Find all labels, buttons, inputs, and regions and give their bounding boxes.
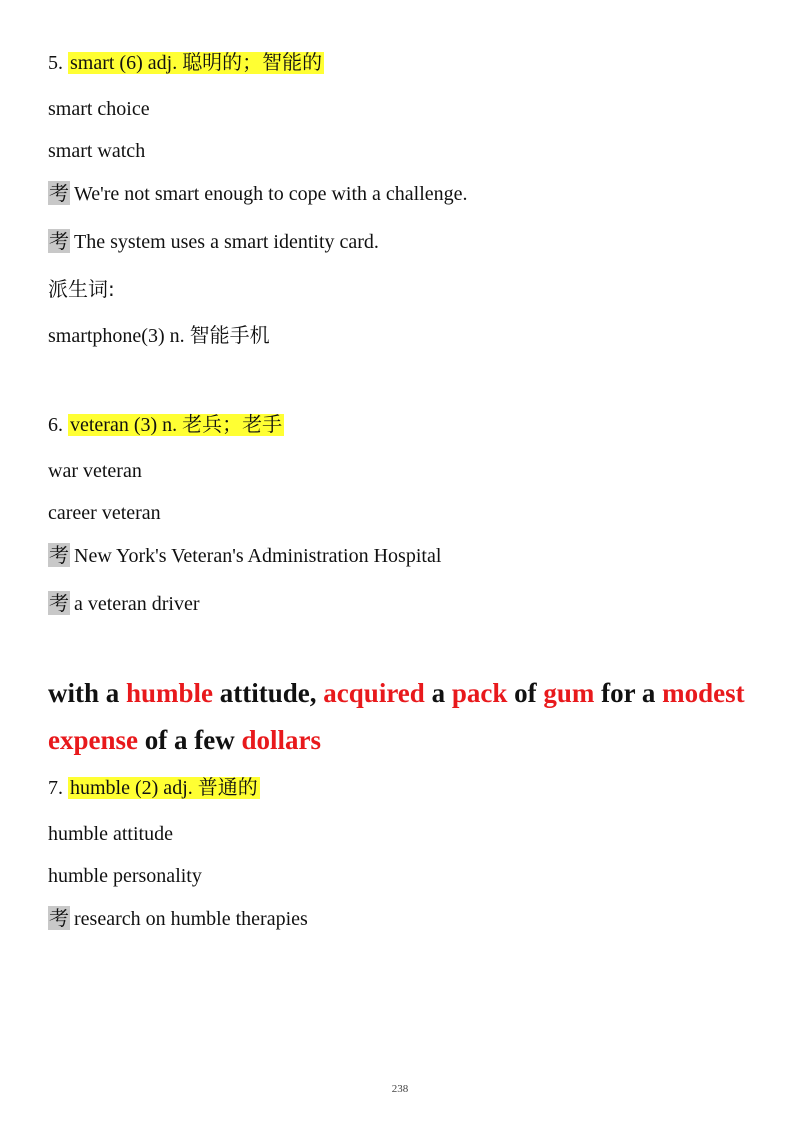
derived-word: smartphone(3) n. 智能手机 (48, 325, 270, 347)
entry-number: 6. (48, 414, 63, 436)
entry-headword: humble (2) adj. 普通的 (70, 777, 258, 799)
exam-mark: 考 (49, 181, 69, 205)
sentence-keyword: gum (543, 678, 595, 708)
exam-mark: 考 (49, 543, 69, 567)
sentence-line-2 (48, 723, 321, 757)
sentence-keyword: pack (451, 678, 508, 708)
example-text: New York's Veteran's Administration Hospital (74, 545, 442, 567)
exam-example (48, 180, 468, 207)
exam-mark: 考 (49, 229, 69, 253)
sentence-keyword: modest (662, 678, 745, 708)
page-number: 238 (391, 1083, 409, 1095)
entry-number: 5. (48, 52, 63, 74)
phrase: smart watch (48, 140, 146, 162)
entry-number: 7. (48, 777, 63, 799)
example-text: a veteran driver (74, 593, 200, 615)
sentence-word: of (507, 678, 544, 708)
derived-label: 派生词: (48, 277, 115, 301)
sentence-keyword: acquired (323, 678, 425, 708)
example-text: We're not smart enough to cope with a challenge. (74, 183, 468, 205)
phrase: smart choice (48, 98, 150, 120)
exam-mark: 考 (49, 906, 69, 930)
example-text: research on humble therapies (74, 908, 308, 930)
entry-headword: veteran (3) n. 老兵；老手 (70, 414, 283, 436)
example-text: The system uses a smart identity card. (74, 231, 379, 253)
sentence-keyword: expense (48, 725, 138, 755)
sentence-word: for a (594, 678, 663, 708)
entry-veteran-heading (48, 412, 284, 438)
exam-mark: 考 (49, 591, 69, 615)
exam-example (48, 542, 441, 569)
sentence-keyword: humble (126, 678, 214, 708)
entry-humble-heading (48, 775, 260, 801)
phrase: humble personality (48, 865, 202, 887)
exam-example (48, 905, 308, 932)
sentence-word: of a few (138, 725, 242, 755)
phrase: career veteran (48, 502, 161, 524)
sentence-line-1 (48, 676, 745, 710)
exam-example (48, 590, 199, 617)
exam-example (48, 228, 379, 255)
entry-smart-heading (48, 50, 324, 76)
entry-headword: smart (6) adj. 聪明的；智能的 (70, 52, 323, 74)
sentence-word: a (424, 678, 452, 708)
sentence-keyword: dollars (241, 725, 321, 755)
sentence-word: with a (48, 678, 127, 708)
phrase: war veteran (48, 460, 142, 482)
phrase: humble attitude (48, 823, 173, 845)
sentence-word: attitude, (213, 678, 324, 708)
